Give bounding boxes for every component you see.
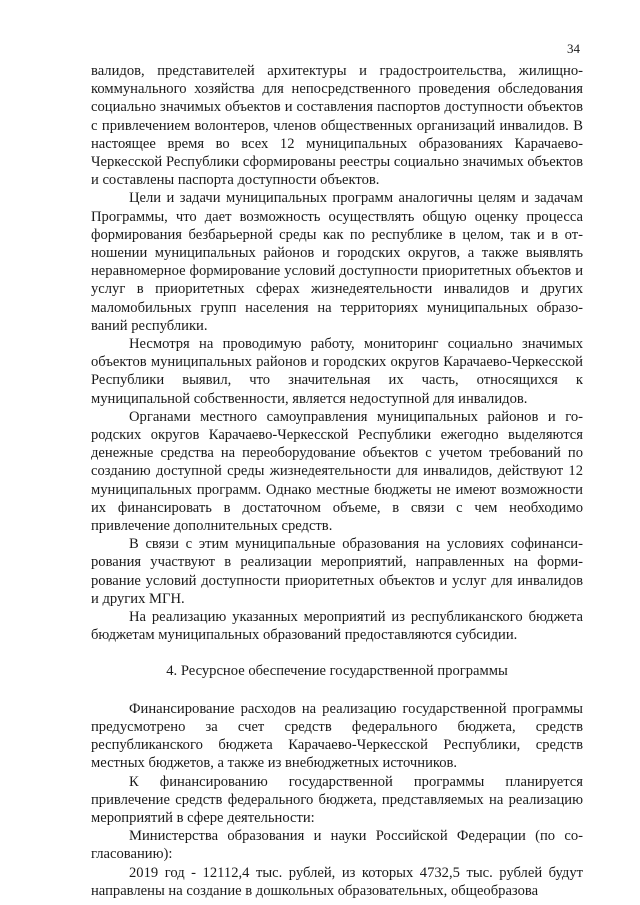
- page-number: 34: [567, 41, 580, 56]
- paragraph-7: Финансирование расходов на реализацию государственной программы предусмотрено за счет средств федерального бюджета, средств республиканского бюджета Карачаево-Черкесской Республики, средств местных бюджетов, а также из внебюджетных источников.: [91, 700, 583, 772]
- paragraph-5: В связи с этим муниципальные образования на условиях софинансирования участвуют в реализации мероприятий, направленных на формирование условий доступности приоритетных объектов и услуг для инвалидов и других МГН.: [91, 536, 583, 607]
- paragraph-6: На реализацию указанных мероприятий из республиканского бюджета бюджетам муниципальных образований предоставляются субсидии.: [91, 609, 583, 644]
- paragraph-9: Министерства образования и науки Российской Федерации (по согласованию):: [91, 828, 583, 863]
- section-heading: 4. Ресурсное обеспечение государственной программы: [166, 662, 508, 679]
- paragraph-2: Цели и задачи муниципальных программ аналогичны целям и задачам Программы, что дает возможность осуществлять общую оценку процесса формирования безбарьерной среды как по республике в целом, так и в отношении муниципальных районов и городских округов, а также выявлять неравномерное формирование условий доступности приоритетных объектов и услуг в приоритетных сферах жизнедеятельности инвалидов и других маломобильных групп населения на территориях муниципальных образований республики.: [91, 190, 583, 334]
- paragraph-8: К финансированию государственной программы планируется привлечение средств федерального бюджета, представляемых на реализацию мероприятий в сфере деятельности:: [91, 773, 583, 826]
- paragraph-1: валидов, представителей архитектуры и градостроительства, жилищно-коммунального хозяйства для непосредственного проведения обследования социально значимых объектов и составления паспортов доступности объектов с привлечением волонтеров, членов общественных организаций инвалидов. В настоящее время во всех 12 муниципальных образованиях Карачаево-Черкесской Республики сформированы реестры социально значимых объектов и составлены паспорта доступности объектов.: [91, 63, 583, 189]
- paragraph-4: Органами местного самоуправления муниципальных районов и городских округов Карачаево-Черкесской Республики ежегодно выделяются денежные средства на переоборудование объектов с учетом требований по созданию доступной среды жизнедеятельности для инвалидов, действуют 12 муниципальных программ. Однако местные бюджеты не имеют возможности их финансировать в достаточном объеме, в связи с чем необходимо привлечение дополнительных средств.: [91, 408, 583, 535]
- paragraph-10: 2019 год - 12112,4 тыс. рублей, из которых 4732,5 тыс. рублей будут направлены на создание в дошкольных образовательных, общеобразова: [91, 864, 583, 899]
- paragraph-3: Несмотря на проводимую работу, мониторинг социально значимых объектов муниципальных районов и городских округов Карачаево-Черкесской Республики выявил, что значительная их часть, относящихся к муниципальной собственности, является недоступной для инвалидов.: [91, 336, 583, 407]
- document-body: [91, 62, 583, 900]
